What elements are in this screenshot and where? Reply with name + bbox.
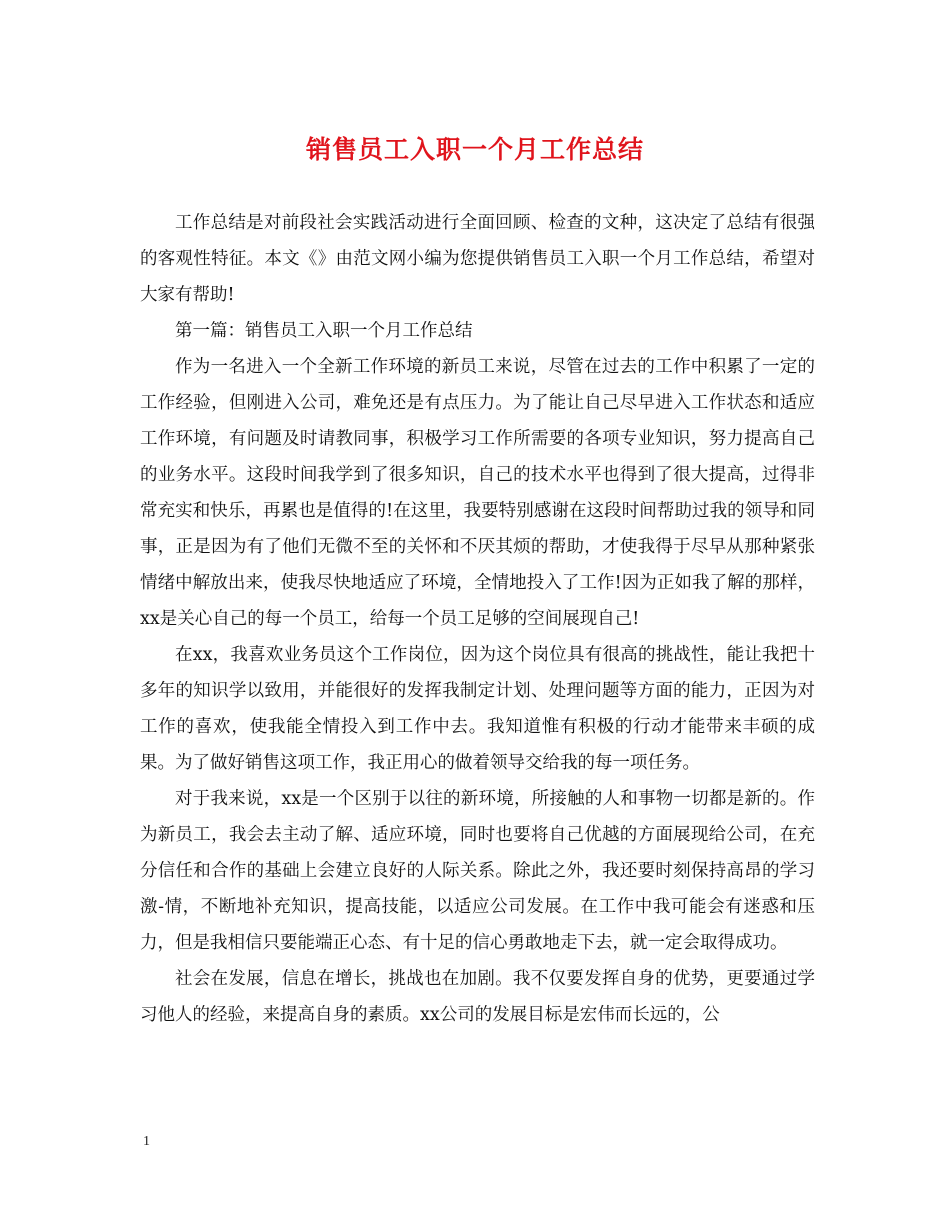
page-number: 1	[143, 1134, 150, 1149]
document-body	[140, 205, 815, 1033]
document-title: 销售员工入职一个月工作总结	[305, 135, 644, 164]
paragraph-intro: 工作总结是对前段社会实践活动进行全面回顾、检查的文种，这决定了总结有很强的客观性特征。本文《》由范文网小编为您提供销售员工入职一个月工作总结，希望对大家有帮助!	[140, 213, 815, 305]
paragraph-4: 社会在发展，信息在增长，挑战也在加剧。我不仅要发挥自身的优势，更要通过学习他人的经验，来提高自身的素质。xx公司的发展目标是宏伟而长远的，公	[140, 969, 815, 1025]
paragraph-2: 在xx，我喜欢业务员这个工作岗位，因为这个岗位具有很高的挑战性，能让我把十多年的知识学以致用，并能很好的发挥我制定计划、处理问题等方面的能力，正因为对工作的喜欢，使我能全情投入到工作中去。我知道惟有积极的行动才能带来丰硕的成果。为了做好销售这项工作，我正用心的做着领导交给我的每一项任务。	[140, 645, 815, 773]
paragraph-1: 作为一名进入一个全新工作环境的新员工来说，尽管在过去的工作中积累了一定的工作经验，但刚进入公司，难免还是有点压力。为了能让自己尽早进入工作状态和适应工作环境，有问题及时请教同事，积极学习工作所需要的各项专业知识，努力提高自己的业务水平。这段时间我学到了很多知识，自己的技术水平也得到了很大提高，过得非常充实和快乐，再累也是值得的!在这里，我要特别感谢在这段时间帮助过我的领导和同事，正是因为有了他们无微不至的关怀和不厌其烦的帮助，才使我得于尽早从那种紧张情绪中解放出来，使我尽快地适应了环境，全情地投入了工作!因为正如我了解的那样，xx是关心自己的每一个员工，给每一个员工足够的空间展现自己!	[140, 357, 815, 629]
section-heading: 第一篇：销售员工入职一个月工作总结	[175, 321, 473, 341]
paragraph-3: 对于我来说，xx是一个区别于以往的新环境，所接触的人和事物一切都是新的。作为新员工，我会去主动了解、适应环境，同时也要将自己优越的方面展现给公司，在充分信任和合作的基础上会建立良好的人际关系。除此之外，我还要时刻保持高昂的学习激-情，不断地补充知识，提高技能，以适应公司发展。在工作中我可能会有迷惑和压力，但是我相信只要能端正心态、有十足的信心勇敢地走下去，就一定会取得成功。	[140, 789, 815, 953]
